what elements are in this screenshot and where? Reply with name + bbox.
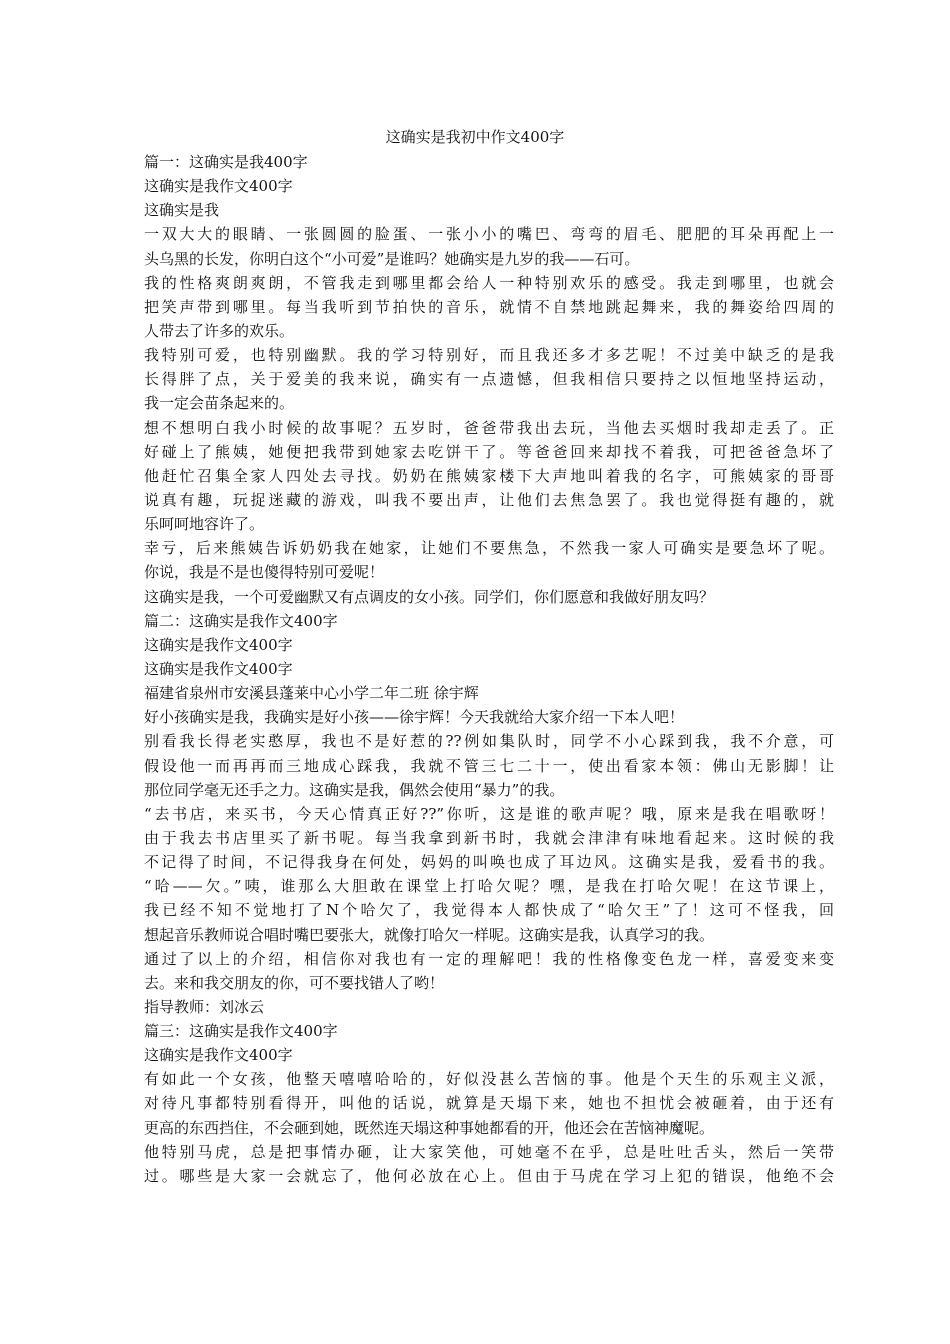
text-line: 人带去了许多的欢乐。 bbox=[144, 321, 295, 340]
text-line: 别看我长得老实憨厚，我也不是好惹的??例如集队时，同学不小心踩到我，我不介意，可 bbox=[144, 732, 834, 751]
text-line: 我的性格爽朗爽朗，不管我走到哪里都会给人一种特别欢乐的感受。我走到哪里，也就会 bbox=[144, 273, 834, 292]
text-line: 对待凡事都特别看得开，叫他的话说，就算是天塌下来，她也不担忧会被砸着，由于还有 bbox=[144, 1094, 834, 1113]
text-line: 福建省泉州市安溪县蓬莱中心小学二年二班 徐宇辉 bbox=[144, 684, 479, 703]
text-line: 好小孩确实是我，我确实是好小孩——徐宇辉！今天我就给大家介绍一下本人吧！ bbox=[144, 708, 685, 727]
text-line: 更高的东西挡住，不会砸到她，既然连天塌这种事她都看的开，他还会在苦恼神魔呢。 bbox=[144, 1118, 715, 1137]
text-line: 想不想明白我小时候的故事呢？五岁时，爸爸带我出去玩，当他去买烟时我却走丢了。正 bbox=[144, 418, 834, 437]
text-line: 好碰上了熊姨，她便把我带到她家去吃饼干了。等爸爸回来却找不着我，可把爸爸急坏了 bbox=[144, 442, 834, 461]
text-line: 篇一：这确实是我400字 bbox=[144, 153, 308, 171]
text-line: 乐呵呵地容许了。 bbox=[144, 515, 265, 534]
text-line: 通过了以上的介绍，相信你对我也有一定的理解吧！我的性格像变色龙一样，喜爱变来变 bbox=[144, 949, 834, 968]
text-line: 这确实是我 bbox=[144, 201, 220, 220]
text-line: 我一定会苗条起来的。 bbox=[144, 394, 295, 413]
text-line: 长得胖了点，关于爱美的我来说，确实有一点遗憾，但我相信只要持之以恒地坚持运动， bbox=[144, 370, 834, 389]
text-line: 篇三：这确实是我作文400字 bbox=[144, 1022, 338, 1041]
text-line: 假设他一而再再而三地成心踩我，我就不管三七二十一，使出看家本领：佛山无影脚！让 bbox=[144, 756, 834, 775]
text-line: 这确实是我，一个可爱幽默又有点调皮的女小孩。同学们，你们愿意和我做好朋友吗？ bbox=[144, 587, 715, 606]
text-line: 去。来和我交朋友的你，可不要找错人了哟！ bbox=[144, 973, 445, 992]
text-line: 说真有趣，玩捉迷藏的游戏，叫我不要出声，让他们去焦急罢了。我也觉得挺有趣的，就 bbox=[144, 490, 834, 509]
text-line: “去书店，来买书，今天心情真正好??”你听，这是谁的歌声呢？哦，原来是我在唱歌呀！ bbox=[144, 804, 834, 823]
text-line: 把笑声带到哪里。每当我听到节拍快的音乐，就情不自禁地跳起舞来，我的舞姿给四周的 bbox=[144, 297, 834, 316]
text-line: 这确实是我作文400字 bbox=[144, 177, 293, 196]
text-line: 有如此一个女孩，他整天嘻嘻哈哈的，好似没甚么苦恼的事。他是个天生的乐观主义派， bbox=[144, 1070, 834, 1089]
text-line: 这确实是我作文400字 bbox=[144, 659, 293, 678]
text-line: 这确实是我作文400字 bbox=[144, 635, 293, 654]
text-line: 我特别可爱，也特别幽默。我的学习特别好，而且我还多才多艺呢！不过美中缺乏的是我 bbox=[144, 346, 834, 365]
text-line: 由于我去书店里买了新书呢。每当我拿到新书时，我就会津津有味地看起来。这时候的我 bbox=[144, 828, 834, 847]
text-line: 那位同学毫无还手之力。这确实是我，偶然会使用“暴力”的我。 bbox=[144, 780, 565, 799]
text-line: 我已经不知不觉地打了N个哈欠了，我觉得本人都快成了“哈欠王”了！这可不怪我，回 bbox=[144, 901, 834, 920]
text-line: “哈——欠。”咦，谁那么大胆敢在课堂上打哈欠呢？嘿，是我在打哈欠呢！在这节课上， bbox=[144, 877, 834, 896]
text-line: 一双大大的眼睛、一张圆圆的脸蛋、一张小小的嘴巴、弯弯的眉毛、肥肥的耳朵再配上一 bbox=[144, 225, 834, 244]
document-title: 这确实是我初中作文400字 bbox=[385, 128, 565, 146]
text-line: 他特别马虎，总是把事情办砸，让大家笑他，可她毫不在乎，总是吐吐舌头，然后一笑带 bbox=[144, 1142, 834, 1161]
text-line: 篇二：这确实是我作文400字 bbox=[144, 611, 338, 630]
text-line: 他赶忙召集全家人四处去寻找。奶奶在熊姨家楼下大声地叫着我的名字，可熊姨家的哥哥 bbox=[144, 466, 834, 485]
text-line: 不记得了时间，不记得我身在何处，妈妈的叫唤也成了耳边风。这确实是我，爱看书的我。 bbox=[144, 853, 834, 872]
text-line: 头乌黑的长发，你明白这个“小可爱”是谁吗？她确实是九岁的我——石可。 bbox=[144, 249, 640, 268]
text-line: 过。哪些是大家一会就忘了，他何必放在心上。但由于马虎在学习上犯的错误，他绝不会 bbox=[144, 1166, 834, 1185]
document-body bbox=[144, 150, 834, 1188]
text-line: 想起音乐教师说合唱时嘴巴要张大，就像打哈欠一样呢。这确实是我，认真学习的我。 bbox=[144, 925, 715, 944]
text-line: 你说，我是不是也傻得特别可爱呢！ bbox=[144, 563, 385, 582]
text-line: 指导教师：刘冰云 bbox=[144, 997, 265, 1016]
text-line: 这确实是我作文400字 bbox=[144, 1046, 293, 1065]
text-line: 幸亏，后来熊姨告诉奶奶我在她家，让她们不要焦急，不然我一家人可确实是要急坏了呢。 bbox=[144, 539, 834, 558]
